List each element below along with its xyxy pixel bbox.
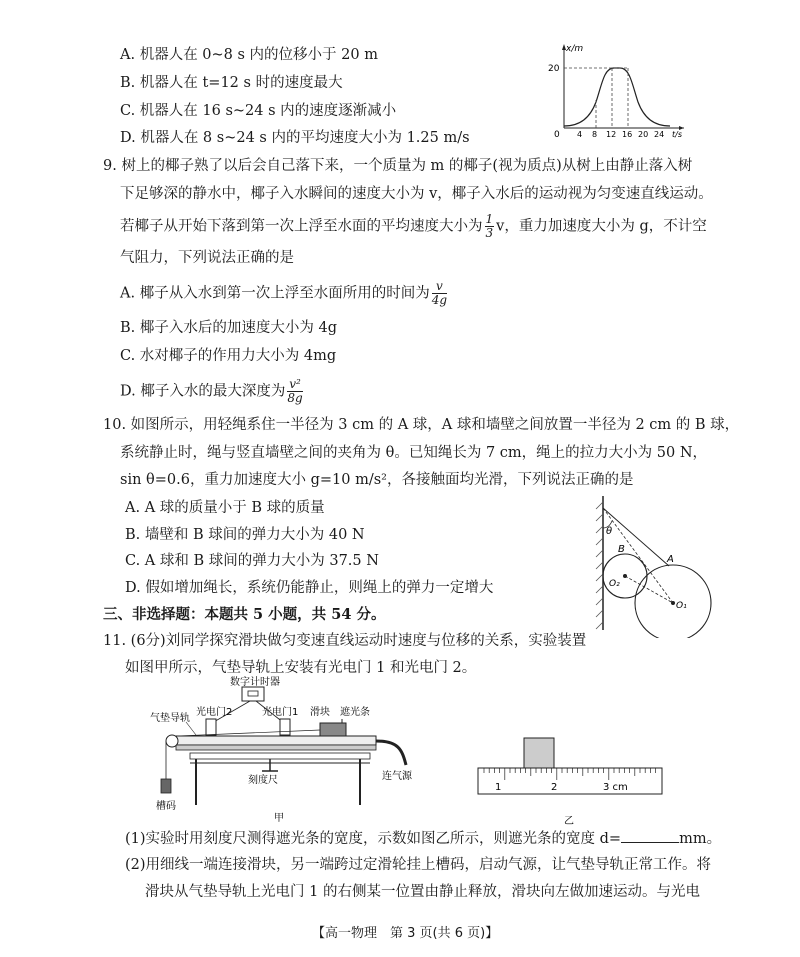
q10-balls-figure (585, 488, 715, 638)
theta-label: θ (606, 526, 613, 537)
q10-option-a: A. A 球的质量小于 B 球的质量 (125, 500, 325, 516)
strip-label: 遮光条 (340, 707, 370, 718)
q9-option-d-text: D. 椰子入水的最大深度为 (120, 383, 286, 400)
graph-x-tick: 4 (577, 130, 583, 139)
page-footer: 【高一物理 第 3 页(共 6 页)】 (312, 926, 499, 941)
answer-blank[interactable] (621, 830, 679, 843)
rail-label: 气垫导轨 (150, 713, 190, 724)
fraction-denominator: 8g (287, 391, 303, 406)
q10-stem-line3: sin θ=0.6，重力加速度大小 g=10 m/s²，各接触面均光滑，下列说法正确的是 (120, 472, 634, 488)
q9-option-a (120, 280, 449, 307)
q9-stem-line4: 气阻力，下列说法正确的是 (120, 250, 294, 266)
graph-y-tick: 20 (548, 64, 560, 74)
figure-jia-apparatus (150, 675, 440, 825)
slider-label: 滑块 (310, 707, 330, 718)
weight-label: 槽码 (156, 801, 176, 812)
q9-option-c: C. 水对椰子的作用力大小为 4mg (120, 348, 337, 364)
ruler-label: 刻度尺 (248, 775, 278, 786)
q10-option-b: B. 墙壁和 B 球间的弹力大小为 40 N (125, 527, 365, 543)
fraction (432, 280, 447, 307)
gate1-label: 光电门1 (262, 707, 299, 718)
q9-stem-line3-b: v，重力加速度大小为 g，不计空 (496, 218, 707, 235)
ruler-tick-3: 3 cm (603, 782, 628, 793)
center-b-label: O₂ (609, 579, 620, 589)
q11-sub2-line1: (2)用细线一端连接滑块，另一端跨过定滑轮挂上槽码，启动气源，让气垫导轨正常工作。将 (125, 857, 712, 873)
q9-stem-line1: 9. 树上的椰子熟了以后会自己落下来，一个质量为 m 的椰子(视为质点)从树上由静止落入树 (103, 158, 693, 174)
timer-label: 数字计时器 (230, 677, 280, 688)
q9-stem-line3 (120, 213, 707, 240)
center-a-label: O₁ (676, 601, 687, 611)
graph-x-label: t/s (672, 130, 682, 139)
ruler-tick-2: 2 (551, 782, 558, 793)
figure-yi-caption: 乙 (564, 816, 574, 827)
q10-stem-line1: 10. 如图所示，用轻绳系住一半径为 3 cm 的 A 球，A 球和墙壁之间放置一半径为 2 cm 的 B 球， (103, 417, 740, 433)
air-source-label: 连气源 (382, 771, 412, 782)
graph-x-tick: 20 (638, 130, 649, 139)
q11-sub1-text: (1)实验时用刻度尺测得遮光条的宽度，示数如图乙所示，则遮光条的宽度 d= (125, 831, 622, 847)
q9-option-d (120, 378, 305, 405)
figure-yi-ruler (470, 730, 670, 830)
fraction-numerator: 1 (485, 212, 494, 226)
graph-x-tick: 8 (592, 130, 598, 139)
graph-x-tick: 24 (654, 130, 665, 139)
figure-jia-caption: 甲 (274, 813, 284, 824)
q8-option-c: C. 机器人在 16 s~24 s 内的速度逐渐减小 (120, 103, 397, 119)
q11-stem-line1: 11. (6分)刘同学探究滑块做匀变速直线运动时速度与位移的关系，实验装置 (103, 633, 587, 649)
graph-x-tick: 16 (622, 130, 633, 139)
fraction-numerator: v² (289, 377, 301, 391)
section-heading: 三、非选择题：本题共 5 小题，共 54 分。 (103, 606, 386, 623)
q9-option-b: B. 椰子入水后的加速度大小为 4g (120, 320, 337, 336)
q10-option-c: C. A 球和 B 球间的弹力大小为 37.5 N (125, 553, 379, 569)
graph-origin: 0 (554, 130, 560, 140)
fraction-denominator: 4g (431, 293, 448, 308)
ball-b-label: B (618, 544, 625, 555)
gate2-label: 光电门2 (196, 707, 233, 718)
q10-stem-line2: 系统静止时，绳与竖直墙壁之间的夹角为 θ。已知绳长为 7 cm，绳上的拉力大小为 50 N， (120, 445, 708, 461)
graph-y-label: x/m (566, 44, 584, 54)
q10-option-d: D. 假如增加绳长，系统仍能静止，则绳上的弹力一定增大 (125, 580, 494, 596)
fraction (485, 213, 495, 240)
fraction-numerator: v (432, 280, 447, 294)
q9-stem-line2: 下足够深的静水中，椰子入水瞬间的速度大小为 v，椰子入水后的运动视为匀变速直线运动。 (120, 186, 713, 202)
graph-x-tick: 12 (606, 130, 617, 139)
q8-option-b: B. 机器人在 t=12 s 时的速度最大 (120, 75, 343, 91)
q9-stem-line3-a: 若椰子从开始下落到第一次上浮至水面的平均速度大小为 (120, 218, 483, 235)
q11-sub1 (125, 830, 721, 848)
ruler-tick-1: 1 (495, 782, 502, 793)
q11-stem-line2: 如图甲所示，气垫导轨上安装有光电门 1 和光电门 2。 (125, 660, 477, 676)
q9-option-a-text: A. 椰子从入水到第一次上浮至水面所用的时间为 (120, 285, 430, 302)
fraction-denominator: 3 (485, 226, 494, 241)
q8-option-a: A. 机器人在 0~8 s 内的位移小于 20 m (120, 47, 378, 63)
q11-sub1-unit: mm。 (679, 831, 722, 847)
ball-a-label: A (667, 554, 674, 565)
fraction (287, 378, 302, 405)
q8-option-d: D. 机器人在 8 s~24 s 内的平均速度大小为 1.25 m/s (120, 130, 470, 146)
q11-sub2-line2: 滑块从气垫导轨上光电门 1 的右侧某一位置由静止释放，滑块向左做加速运动。与光电 (145, 884, 700, 900)
q8-displacement-graph (540, 40, 690, 140)
